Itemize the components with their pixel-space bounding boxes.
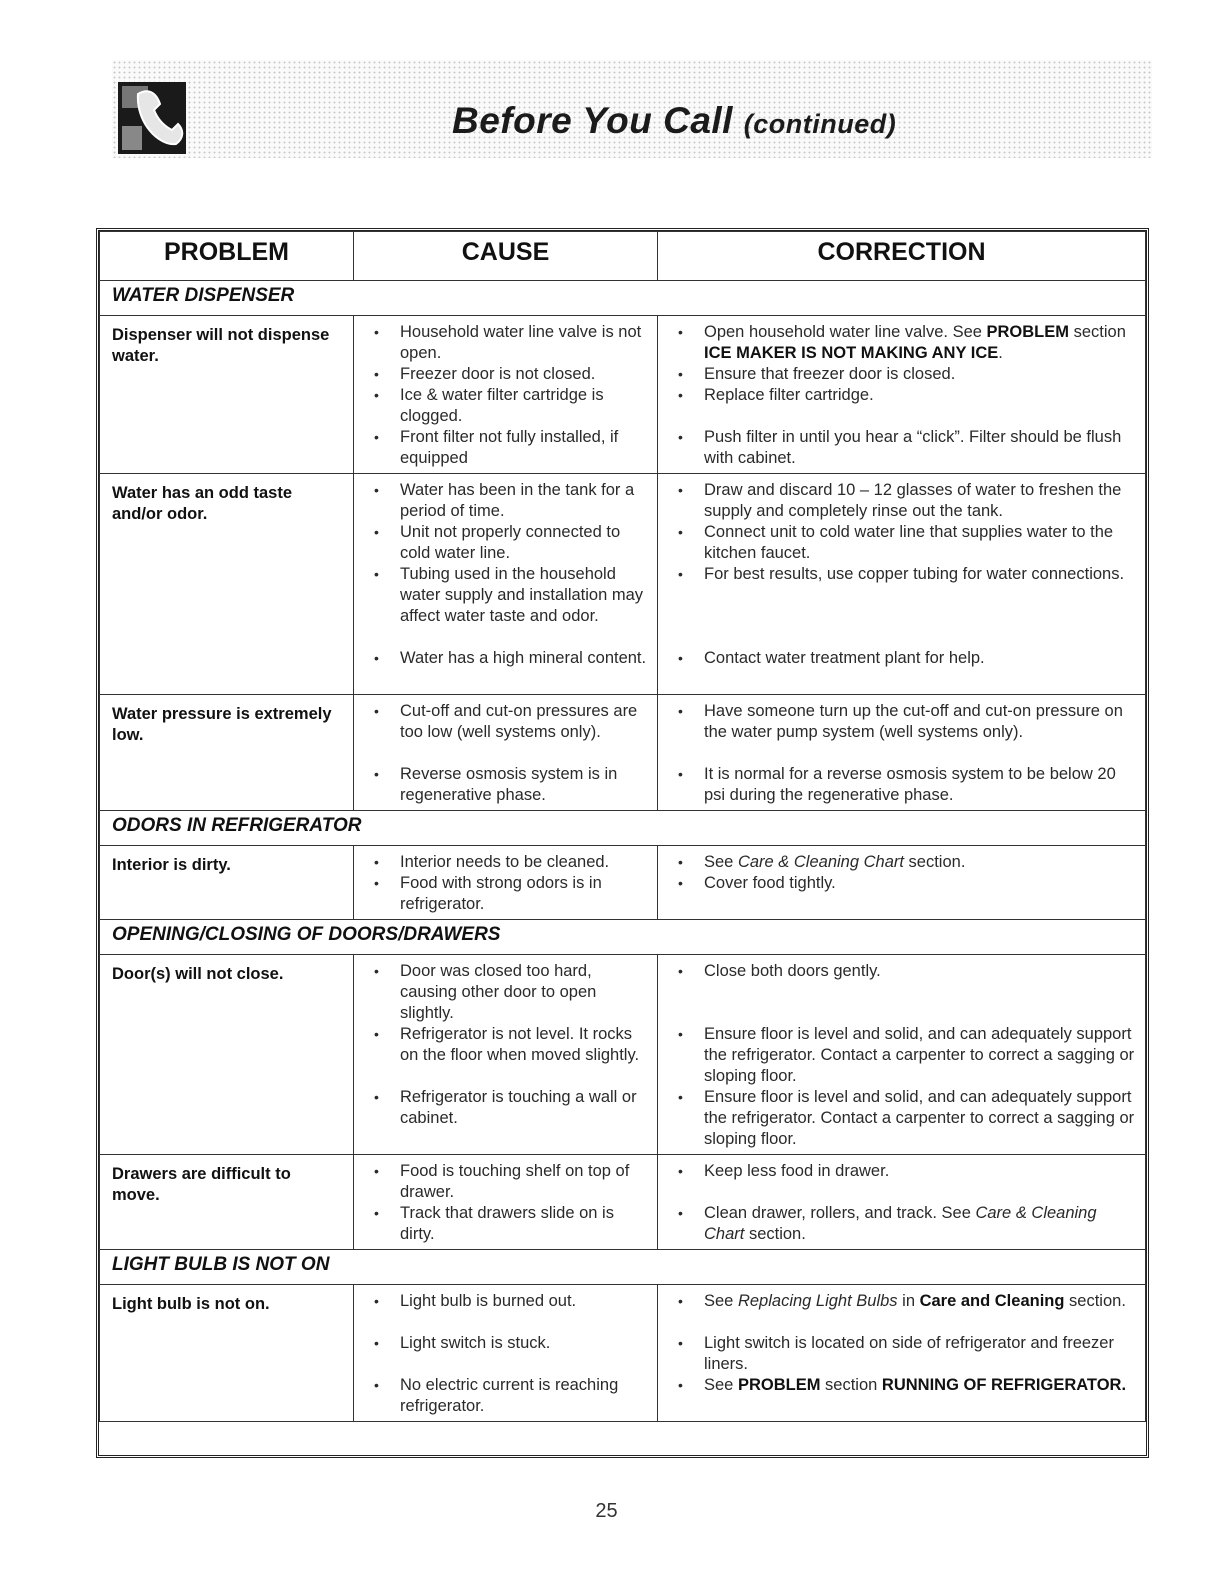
correction-item: • Ensure that freezer door is closed. [666, 364, 1137, 385]
section-row [100, 920, 1146, 955]
correction-cell [658, 474, 1146, 695]
correction-item: • Have someone turn up the cut-off and cut-on pressure on the water pump system (well systems only). [666, 701, 1137, 764]
problem-cell: Light bulb is not on. [100, 1285, 354, 1422]
correction-item: • Light switch is located on side of refrigerator and freezer liners. [666, 1333, 1137, 1375]
column-header-cause: CAUSE [354, 232, 658, 281]
table-row [100, 316, 1146, 474]
cause-item: • Light bulb is burned out. [362, 1291, 649, 1333]
table-row [100, 1285, 1146, 1422]
table-header-row [100, 232, 1146, 281]
section-row [100, 1250, 1146, 1285]
cause-item: • Household water line valve is not open. [362, 322, 649, 364]
section-row [100, 811, 1146, 846]
cause-cell [354, 695, 658, 811]
problem-cell: Water has an odd taste and/or odor. [100, 474, 354, 695]
cause-item: • Front filter not fully installed, if equipped [362, 427, 649, 469]
problem-cell: Water pressure is extremely low. [100, 695, 354, 811]
section-row [100, 281, 1146, 316]
cause-item: • Water has been in the tank for a period of time. [362, 480, 649, 522]
cause-item: • Tubing used in the household water supply and installation may affect water taste and odor. [362, 564, 649, 648]
cause-item: • Food is touching shelf on top of drawer. [362, 1161, 649, 1203]
correction-item: • For best results, use copper tubing for water connections. [666, 564, 1137, 648]
page-number: 25 [595, 1500, 618, 1522]
cause-item: • Freezer door is not closed. [362, 364, 649, 385]
correction-item: • Draw and discard 10 – 12 glasses of water to freshen the supply and completely rinse out the tank. [666, 480, 1137, 522]
cause-item: • Door was closed too hard, causing other door to open slightly. [362, 961, 649, 1024]
page-title: Before You Call (continued) [452, 100, 897, 141]
correction-item: • See Replacing Light Bulbs in Care and Cleaning section. [666, 1291, 1137, 1333]
correction-item: • Ensure floor is level and solid, and can adequately support the refrigerator. Contact a carpenter to correct a sagging or sloping floor. [666, 1087, 1137, 1150]
correction-item: • It is normal for a reverse osmosis system to be below 20 psi during the regenerative phase. [666, 764, 1137, 806]
phone-icon [118, 82, 186, 154]
cause-cell [354, 955, 658, 1155]
section-title: OPENING/CLOSING OF DOORS/DRAWERS [100, 920, 1146, 955]
problem-cell: Dispenser will not dispense water. [100, 316, 354, 474]
correction-item: • See Care & Cleaning Chart section. [666, 852, 1137, 873]
correction-item: • Cover food tightly. [666, 873, 1137, 915]
cause-cell [354, 474, 658, 695]
table-row [100, 955, 1146, 1155]
cause-item: • Food with strong odors is in refrigerator. [362, 873, 649, 915]
cause-item: • Refrigerator is not level. It rocks on the floor when moved slightly. [362, 1024, 649, 1087]
correction-cell [658, 695, 1146, 811]
cause-item: • Reverse osmosis system is in regenerative phase. [362, 764, 649, 806]
section-title: LIGHT BULB IS NOT ON [100, 1250, 1146, 1285]
cause-item: • No electric current is reaching refrigerator. [362, 1375, 649, 1417]
correction-cell [658, 316, 1146, 474]
correction-item: • Close both doors gently. [666, 961, 1137, 1024]
correction-item: • Connect unit to cold water line that supplies water to the kitchen faucet. [666, 522, 1137, 564]
header-banner [112, 60, 1152, 158]
section-title: WATER DISPENSER [100, 281, 1146, 316]
section-title: ODORS IN REFRIGERATOR [100, 811, 1146, 846]
column-header-problem: PROBLEM [100, 232, 354, 281]
cause-cell [354, 1155, 658, 1250]
cause-cell [354, 316, 658, 474]
cause-item: • Water has a high mineral content. [362, 648, 649, 690]
cause-item: • Unit not properly connected to cold water line. [362, 522, 649, 564]
problem-cell: Drawers are difficult to move. [100, 1155, 354, 1250]
cause-cell [354, 846, 658, 920]
correction-cell [658, 1285, 1146, 1422]
correction-item: • See PROBLEM section RUNNING OF REFRIGERATOR. [666, 1375, 1137, 1417]
table-row [100, 695, 1146, 811]
cause-item: • Light switch is stuck. [362, 1333, 649, 1375]
table-row [100, 846, 1146, 920]
correction-item: • Open household water line valve. See PROBLEM section ICE MAKER IS NOT MAKING ANY ICE. [666, 322, 1137, 364]
cause-item: • Interior needs to be cleaned. [362, 852, 649, 873]
correction-cell [658, 1155, 1146, 1250]
troubleshooting-table [96, 228, 1149, 1458]
correction-cell [658, 846, 1146, 920]
correction-item: • Push filter in until you hear a “click”. Filter should be flush with cabinet. [666, 427, 1137, 469]
problem-cell: Interior is dirty. [100, 846, 354, 920]
table-row [100, 1155, 1146, 1250]
cause-item: • Ice & water filter cartridge is clogged. [362, 385, 649, 427]
correction-item: • Clean drawer, rollers, and track. See Care & Cleaning Chart section. [666, 1203, 1137, 1245]
correction-item: • Contact water treatment plant for help. [666, 648, 1137, 690]
table-row [100, 474, 1146, 695]
correction-item: • Keep less food in drawer. [666, 1161, 1137, 1203]
cause-item: • Refrigerator is touching a wall or cabinet. [362, 1087, 649, 1150]
cause-item: • Cut-off and cut-on pressures are too low (well systems only). [362, 701, 649, 764]
correction-item: • Replace filter cartridge. [666, 385, 1137, 427]
cause-cell [354, 1285, 658, 1422]
correction-cell [658, 955, 1146, 1155]
problem-cell: Door(s) will not close. [100, 955, 354, 1155]
cause-item: • Track that drawers slide on is dirty. [362, 1203, 649, 1245]
column-header-correction: CORRECTION [658, 232, 1146, 281]
correction-item: • Ensure floor is level and solid, and can adequately support the refrigerator. Contact a carpenter to correct a sagging or sloping floor. [666, 1024, 1137, 1087]
